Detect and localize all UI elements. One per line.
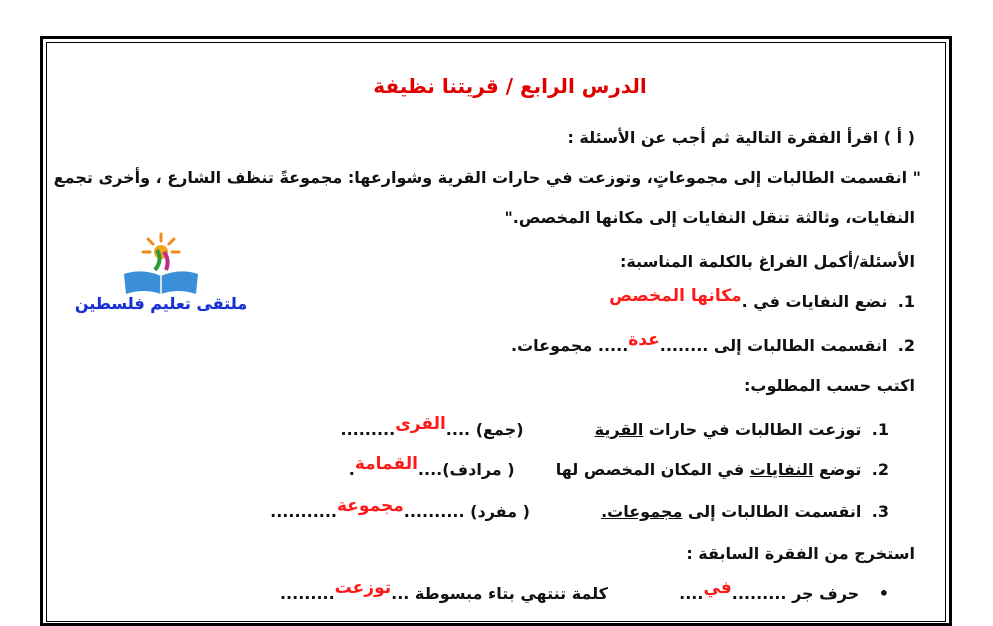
item-number: 2. [871, 460, 889, 479]
lesson-title: الدرس الرابع / قريتنا نظيفة [373, 74, 647, 98]
item-text: انقسمت الطالبات إلى [682, 502, 862, 521]
item-hint: ( مرادف) [442, 460, 515, 479]
item-text-post: في المكان المخصص لها [555, 460, 750, 479]
paragraph-line-1: " انقسمت الطالبات إلى مجموعاتٍ، وتوزعت في حارات القرية وشوارعها: مجموعةً تنظف الشارع ، وأخرى تجمع [53, 168, 921, 187]
question-text: انقسمت الطالبات إلى ........ [659, 336, 888, 355]
dots: ........... [270, 502, 337, 521]
extract-items [279, 578, 889, 604]
write-item-1 [340, 414, 889, 440]
item-text: توزعت الطالبات في حارات [643, 420, 862, 439]
item-number: 1. [871, 420, 889, 439]
answer-text: القرى [395, 414, 446, 434]
fill-question-2 [511, 330, 915, 356]
underlined-word: النفايات [749, 460, 814, 479]
logo-text: ملتقى تعليم فلسطين [74, 294, 248, 313]
extract-label-2: كلمة تنتهي بتاء مبسوطة [414, 584, 608, 603]
section-a-instruction: ( أ ) اقرأ الفقرة التالية ثم أجب عن الأسئلة : [567, 128, 915, 147]
open-book-sun-logo-icon [72, 228, 250, 298]
bullet: • [878, 584, 889, 603]
answer-text: في [703, 578, 732, 598]
item-hint: (جمع) [475, 420, 524, 439]
dots: ......... [279, 584, 335, 603]
answer-text: مكانها المخصص [609, 286, 742, 306]
question-text: نضع النفايات في . [741, 292, 888, 311]
fill-blank-heading: الأسئلة/أكمل الفراغ بالكلمة المناسبة: [619, 252, 915, 271]
question-number: 2. [897, 336, 915, 355]
dots: ......... [340, 420, 396, 439]
underlined-word: مجموعات. [601, 502, 683, 521]
write-item-2 [348, 454, 889, 480]
dots: . [348, 460, 355, 479]
answer-text: عدة [628, 330, 660, 350]
logo [72, 228, 250, 320]
dots: ... [391, 584, 410, 603]
dots: .... [445, 420, 471, 439]
answer-text: مجموعة [337, 496, 404, 516]
answer-text: القمامة [354, 454, 418, 474]
paragraph-line-2: النفايات، وثالثة تنقل النفايات إلى مكانها المخصص." [504, 208, 915, 227]
write-required-heading: اكتب حسب المطلوب: [744, 376, 915, 395]
item-text: توضع [813, 460, 862, 479]
dots: .......... [403, 502, 465, 521]
underlined-word: القرية [594, 420, 644, 439]
write-item-3 [270, 496, 889, 522]
item-number: 3. [871, 502, 889, 521]
dots: ......... [731, 584, 787, 603]
fill-question-1 [609, 286, 915, 312]
answer-text: توزعت [334, 578, 392, 598]
question-number: 1. [897, 292, 915, 311]
dots: .... [417, 460, 443, 479]
extract-heading: استخرج من الفقرة السابقة : [686, 544, 915, 563]
extract-label-1: حرف جر [792, 584, 860, 603]
item-hint: ( مفرد) [470, 502, 530, 521]
question-text-end: ..... مجموعات. [511, 336, 629, 355]
dots: .... [679, 584, 704, 603]
